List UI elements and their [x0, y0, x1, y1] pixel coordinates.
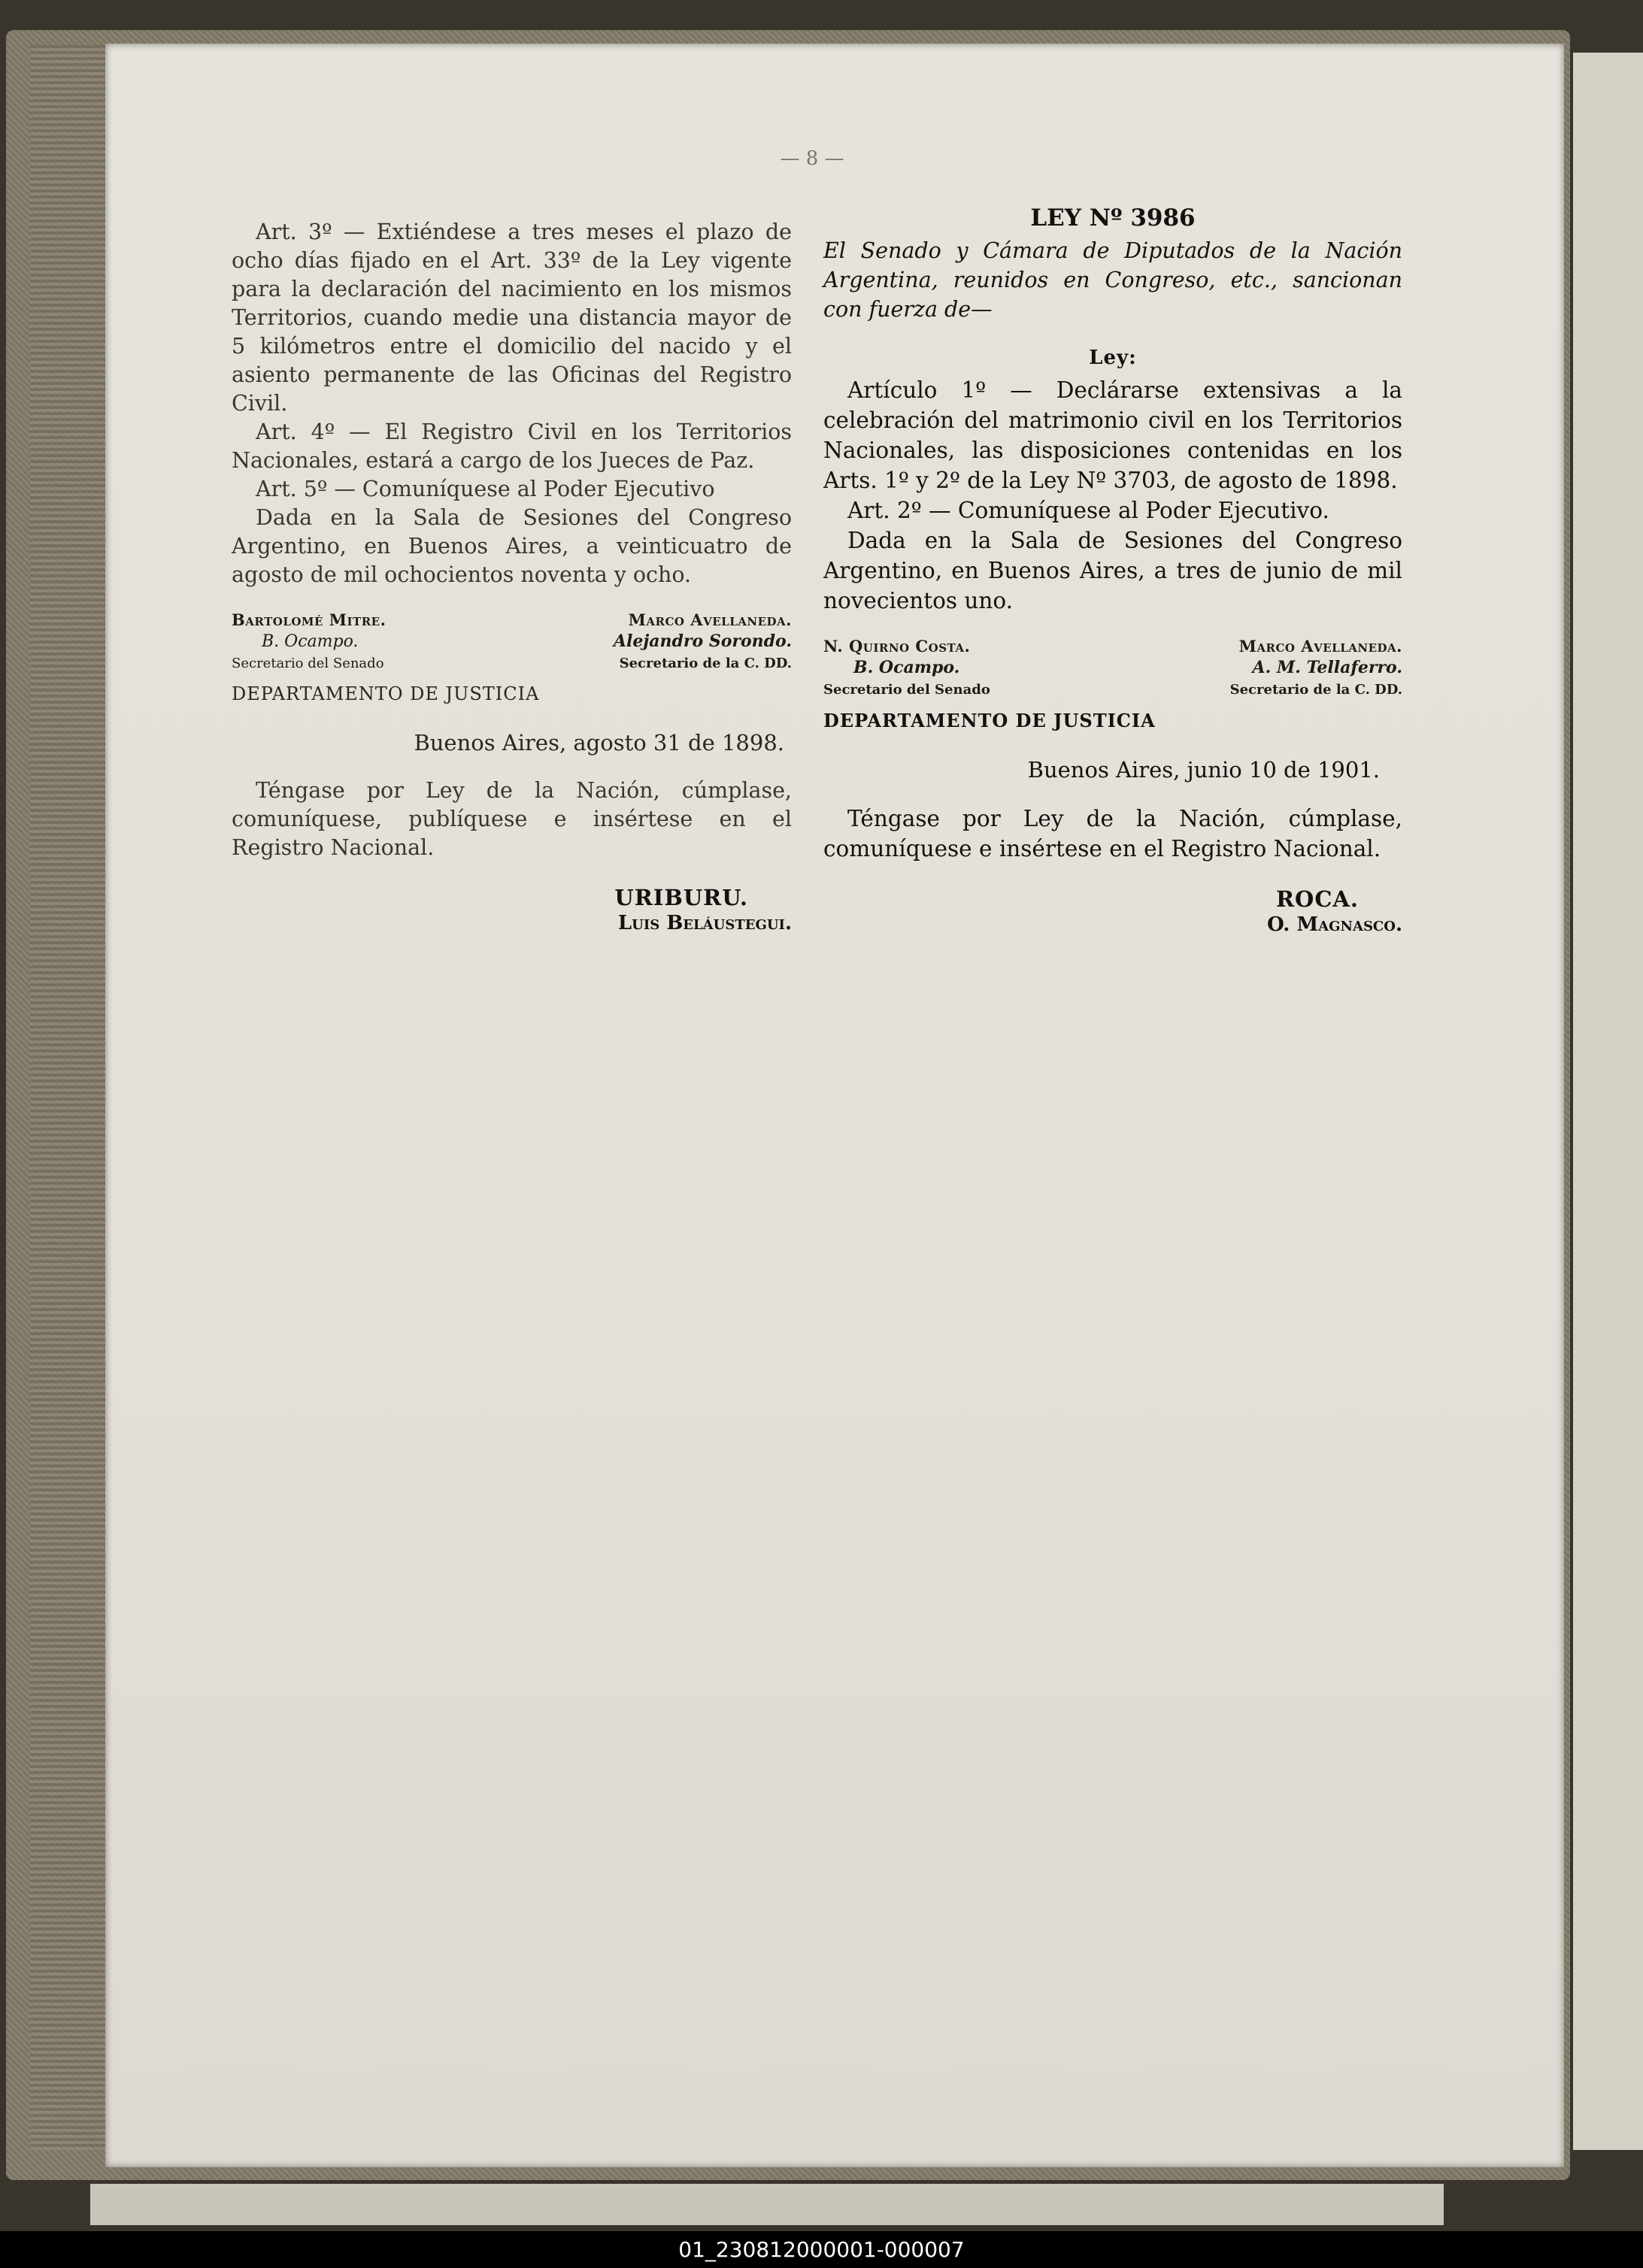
right-final-signature: [823, 886, 1402, 937]
senate-secretary-name: B. Ocampo.: [262, 632, 359, 651]
right-column: [823, 204, 1402, 937]
page-bottom-edge: [90, 2184, 1444, 2225]
right-senate-signature: [823, 635, 990, 701]
right-paragraph-art2: Art. 2º — Comuníquese al Poder Ejecutivo.: [847, 498, 1329, 523]
senate-president-name: N. Quirno Costa.: [823, 637, 971, 656]
right-paragraph-art1: Artículo 1º — Declárarse extensivas a la celebración del matrimonio civil en los Territorios Nacionales, las disposiciones contenidas en los Arts. 1º y 2º de la Ley Nº 3703, de agosto de 1898.: [823, 377, 1402, 493]
left-department: DEPARTAMENTO DE JUSTICIA: [232, 683, 540, 704]
left-signatures: [232, 609, 792, 674]
law-preamble: El Senado y Cámara de Diputados de la Nación Argentina, reunidos en Congreso, etc., sancionan con fuerza de—: [823, 238, 1402, 322]
chamber-president-name: Marco Avellaneda.: [628, 610, 792, 629]
left-minister-name: Luis Beláustegui.: [617, 912, 792, 934]
right-department: DEPARTAMENTO DE JUSTICIA: [823, 710, 1156, 731]
chamber-secretary-name: Alejandro Sorondo.: [613, 631, 792, 651]
senate-secretary-title: Secretario del Senado: [232, 656, 384, 671]
senate-president-name: Bartolomé Mitre.: [232, 610, 386, 629]
right-date: Buenos Aires, junio 10 de 1901.: [1027, 757, 1380, 783]
chamber-president-name: Marco Avellaneda.: [1238, 637, 1402, 656]
right-chamber-signature: [1230, 635, 1402, 701]
right-decree: Téngase por Ley de la Nación, cúmplase, comuníquese e insértese en el Registro Nacional.: [823, 806, 1402, 861]
book-spine-texture: [30, 45, 113, 2150]
ley-heading: Ley:: [1089, 347, 1137, 369]
chamber-secretary-title: Secretario de la C. DD.: [1229, 682, 1402, 698]
left-senate-signature: [232, 609, 386, 674]
left-paragraph-dada: Dada en la Sala de Sesiones del Congreso Argentino, en Buenos Aires, a veinticuatro de agosto de mil ochocientos noventa y ocho.: [232, 505, 792, 587]
right-signatures: [823, 635, 1402, 701]
left-final-signature: [232, 885, 792, 936]
left-decree: Téngase por Ley de la Nación, cúmplase, comuníquese, publíquese e insértese en el Registro Nacional.: [232, 778, 792, 860]
left-chamber-signature: [614, 609, 792, 674]
right-president-name: ROCA.: [1275, 886, 1359, 912]
left-president-name: URIBURU.: [614, 885, 748, 910]
chamber-secretary-title: Secretario de la C. DD.: [619, 656, 792, 671]
right-paragraph-dada: Dada en la Sala de Sesiones del Congreso Argentino, en Buenos Aires, a tres de junio de mil novecientos uno.: [823, 528, 1402, 613]
senate-secretary-title: Secretario del Senado: [823, 682, 990, 698]
chamber-secretary-name: A. M. Tellaferro.: [1252, 658, 1402, 677]
adjacent-page-edge: [1573, 53, 1643, 2150]
left-paragraph-art4: Art. 4º — El Registro Civil en los Territorios Nacionales, estará a cargo de los Jueces de Paz.: [232, 419, 792, 473]
right-minister-name: O. Magnasco.: [1267, 913, 1402, 936]
senate-secretary-name: B. Ocampo.: [853, 658, 960, 677]
left-date: Buenos Aires, agosto 31 de 1898.: [414, 730, 784, 755]
left-paragraph-art5: Art. 5º — Comuníquese al Poder Ejecutivo: [256, 477, 715, 501]
left-paragraph-art3: Art. 3º — Extiéndese a tres meses el plazo de ocho días fijado en el Art. 33º de la Ley vigente para la declaración del nacimiento en los mismos Territorios, cuando medie una distancia mayor de 5 kilómetros entre el domicilio del nacido y el asiento permanente de las Oficinas del Registro Civil.: [232, 220, 792, 416]
image-id-strip: 01_230812000001-000007: [0, 2231, 1643, 2268]
page-number: — 8 —: [780, 147, 844, 170]
left-column: [232, 218, 792, 936]
law-title: LEY Nº 3986: [1030, 204, 1196, 232]
